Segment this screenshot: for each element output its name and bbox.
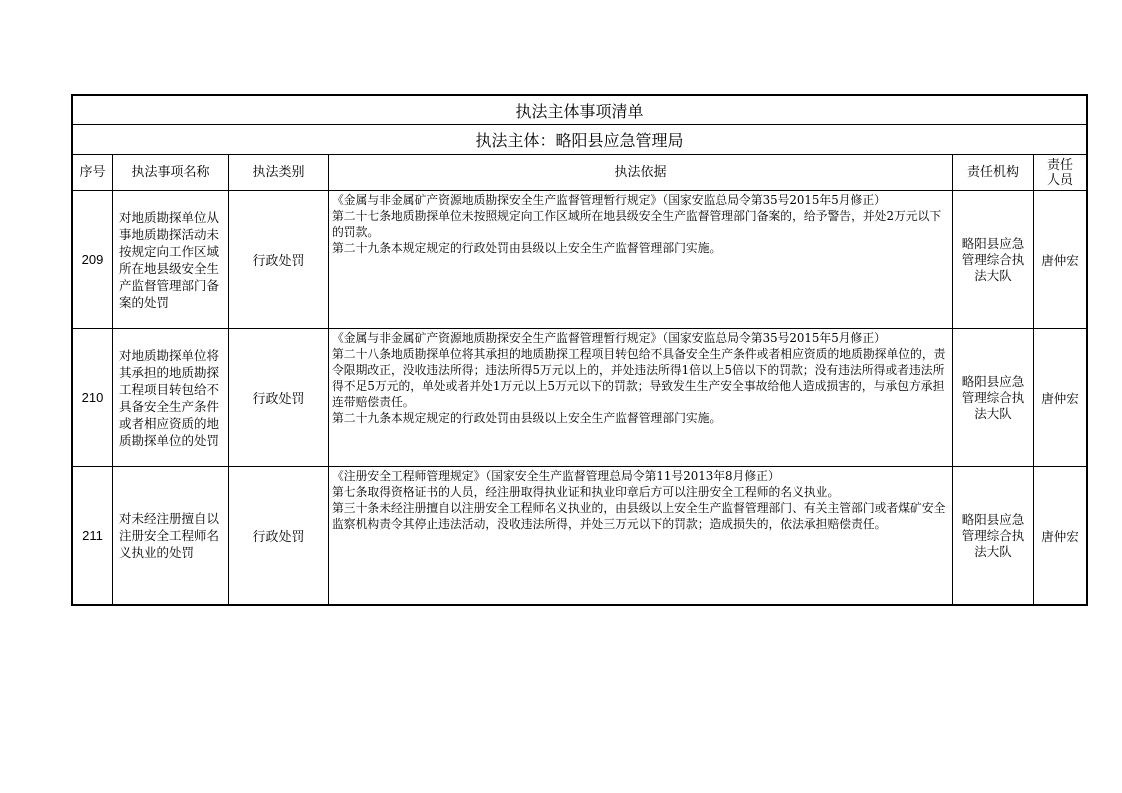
basis-line: 第二十九条本规定规定的行政处罚由县级以上安全生产监督管理部门实施。	[332, 241, 722, 255]
item-category: 行政处罚	[229, 467, 329, 605]
document-subtitle: 执法主体：略阳县应急管理局	[73, 125, 1087, 155]
item-basis	[329, 329, 953, 467]
header-no: 序号	[73, 155, 113, 191]
header-name: 执法事项名称	[113, 155, 229, 191]
header-basis: 执法依据	[329, 155, 953, 191]
basis-line: 《注册安全工程师管理规定》（国家安全生产监督管理总局令第11号2013年8月修正）	[332, 469, 780, 483]
table-row	[73, 191, 1087, 329]
item-category: 行政处罚	[229, 329, 329, 467]
basis-line: 第二十九条本规定规定的行政处罚由县级以上安全生产监督管理部门实施。	[332, 411, 722, 425]
responsible-person: 唐仲宏	[1034, 329, 1087, 467]
item-basis	[329, 191, 953, 329]
subtitle-row	[73, 125, 1087, 155]
basis-line: 第三十条未经注册擅自以注册安全工程师名义执业的，由县级以上安全生产监督管理部门、有关主管部门或者煤矿安全监察机构责令其停止违法活动，没收违法所得，并处三万元以下的罚款；造成损失的，依法承担赔偿责任。	[332, 501, 946, 531]
title-row	[73, 96, 1087, 125]
header-row	[73, 155, 1087, 191]
responsible-org: 略阳县应急管理综合执法大队	[953, 191, 1034, 329]
header-org: 责任机构	[953, 155, 1034, 191]
item-name: 对地质勘探单位将其承担的地质勘探工程项目转包给不具备安全生产条件或者相应资质的地质勘探单位的处罚	[113, 329, 229, 467]
basis-line: 《金属与非金属矿产资源地质勘探安全生产监督管理暂行规定》（国家安监总局令第35号2015年5月修正）	[332, 331, 886, 345]
basis-line: 第二十七条地质勘探单位未按照规定向工作区域所在地县级安全生产监督管理部门备案的，给予警告，并处2万元以下的罚款。	[332, 209, 942, 239]
responsible-person: 唐仲宏	[1034, 191, 1087, 329]
document-title: 执法主体事项清单	[73, 96, 1087, 125]
responsible-org: 略阳县应急管理综合执法大队	[953, 329, 1034, 467]
basis-line: 第七条取得资格证书的人员，经注册取得执业证和执业印章后方可以注册安全工程师的名义执业。	[332, 485, 840, 499]
basis-line: 《金属与非金属矿产资源地质勘探安全生产监督管理暂行规定》（国家安监总局令第35号2015年5月修正）	[332, 193, 886, 207]
table-row	[73, 329, 1087, 467]
row-number: 210	[73, 329, 113, 467]
header-category: 执法类别	[229, 155, 329, 191]
table-row	[73, 467, 1087, 605]
item-basis	[329, 467, 953, 605]
item-name: 对未经注册擅自以注册安全工程师名义执业的处罚	[113, 467, 229, 605]
item-category: 行政处罚	[229, 191, 329, 329]
responsible-org: 略阳县应急管理综合执法大队	[953, 467, 1034, 605]
row-number: 211	[73, 467, 113, 605]
basis-line: 第二十八条地质勘探单位将其承担的地质勘探工程项目转包给不具备安全生产条件或者相应资质的地质勘探单位的，责令限期改正，没收违法所得；违法所得5万元以上的，并处违法所得1倍以上5倍以下的罚款；没有违法所得或者违法所得不足5万元的，单处或者并处1万元以上5万元以下的罚款；导致发生生产安全事故给他人造成损害的，与承包方承担连带赔偿责任。	[332, 347, 946, 409]
responsible-person: 唐仲宏	[1034, 467, 1087, 605]
row-number: 209	[73, 191, 113, 329]
item-name: 对地质勘探单位从事地质勘探活动未按规定向工作区域所在地县级安全生产监督管理部门备案的处罚	[113, 191, 229, 329]
header-person: 责任人员	[1034, 155, 1087, 191]
enforcement-items-table	[72, 95, 1087, 605]
